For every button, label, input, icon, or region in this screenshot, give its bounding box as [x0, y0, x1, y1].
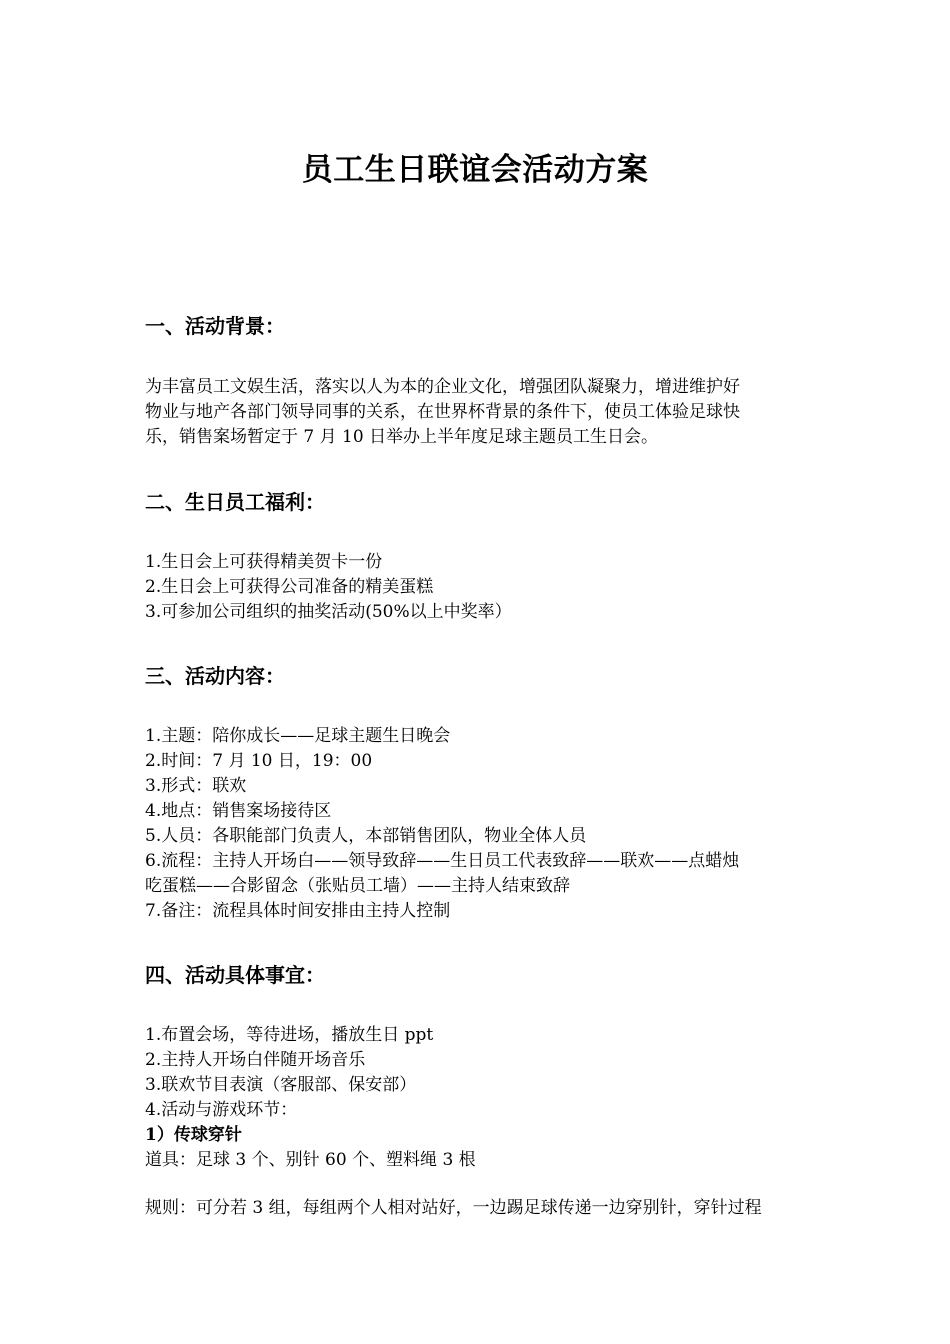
list-item: 4.活动与游戏环节：	[145, 1100, 298, 1120]
section-heading-benefits: 二、生日员工福利：	[145, 490, 325, 514]
section-heading-content: 三、活动内容：	[145, 664, 285, 688]
list-item: 4.地点：销售案场接待区	[145, 801, 332, 821]
list-item: 7.备注：流程具体时间安排由主持人控制	[145, 901, 451, 921]
game-props: 道具：足球 3 个、别针 60 个、塑料绳 3 根	[145, 1150, 476, 1170]
list-item: 1.生日会上可获得精美贺卡一份	[145, 552, 383, 572]
section-heading-background: 一、活动背景：	[145, 314, 285, 338]
game-rules: 规则：可分若 3 组，每组两个人相对站好，一边踢足球传递一边穿别针，穿针过程	[145, 1198, 762, 1218]
list-item: 2.主持人开场白伴随开场音乐	[145, 1050, 366, 1070]
document-title: 员工生日联谊会活动方案	[301, 152, 649, 188]
list-item: 5.人员：各职能部门负责人，本部销售团队，物业全体人员	[145, 826, 587, 846]
list-item-continued: 吃蛋糕——合影留念（张贴员工墙）——主持人结束致辞	[145, 876, 570, 896]
paragraph-line: 为丰富员工文娱生活，落实以人为本的企业文化，增强团队凝聚力，增进维护好	[145, 377, 740, 397]
paragraph-line: 乐，销售案场暂定于 7 月 10 日举办上半年度足球主题员工生日会。	[145, 427, 659, 447]
list-item: 3.可参加公司组织的抽奖活动(50%以上中奖率）	[145, 602, 512, 622]
paragraph-line: 物业与地产各部门领导同事的关系，在世界杯背景的条件下，使员工体验足球快	[145, 402, 740, 422]
list-item: 3.联欢节目表演（客服部、保安部）	[145, 1075, 417, 1095]
game-title: 1）传球穿针	[145, 1125, 242, 1145]
list-item: 2.时间：7 月 10 日，19：00	[145, 751, 373, 771]
section-heading-details: 四、活动具体事宜：	[145, 963, 325, 987]
list-item: 1.布置会场，等待进场，播放生日 ppt	[145, 1025, 434, 1045]
list-item: 2.生日会上可获得公司准备的精美蛋糕	[145, 577, 434, 597]
list-item: 6.流程：主持人开场白——领导致辞——生日员工代表致辞——联欢——点蜡烛	[145, 851, 740, 871]
list-item: 3.形式：联欢	[145, 776, 247, 796]
list-item: 1.主题：陪你成长——足球主题生日晚会	[145, 726, 451, 746]
